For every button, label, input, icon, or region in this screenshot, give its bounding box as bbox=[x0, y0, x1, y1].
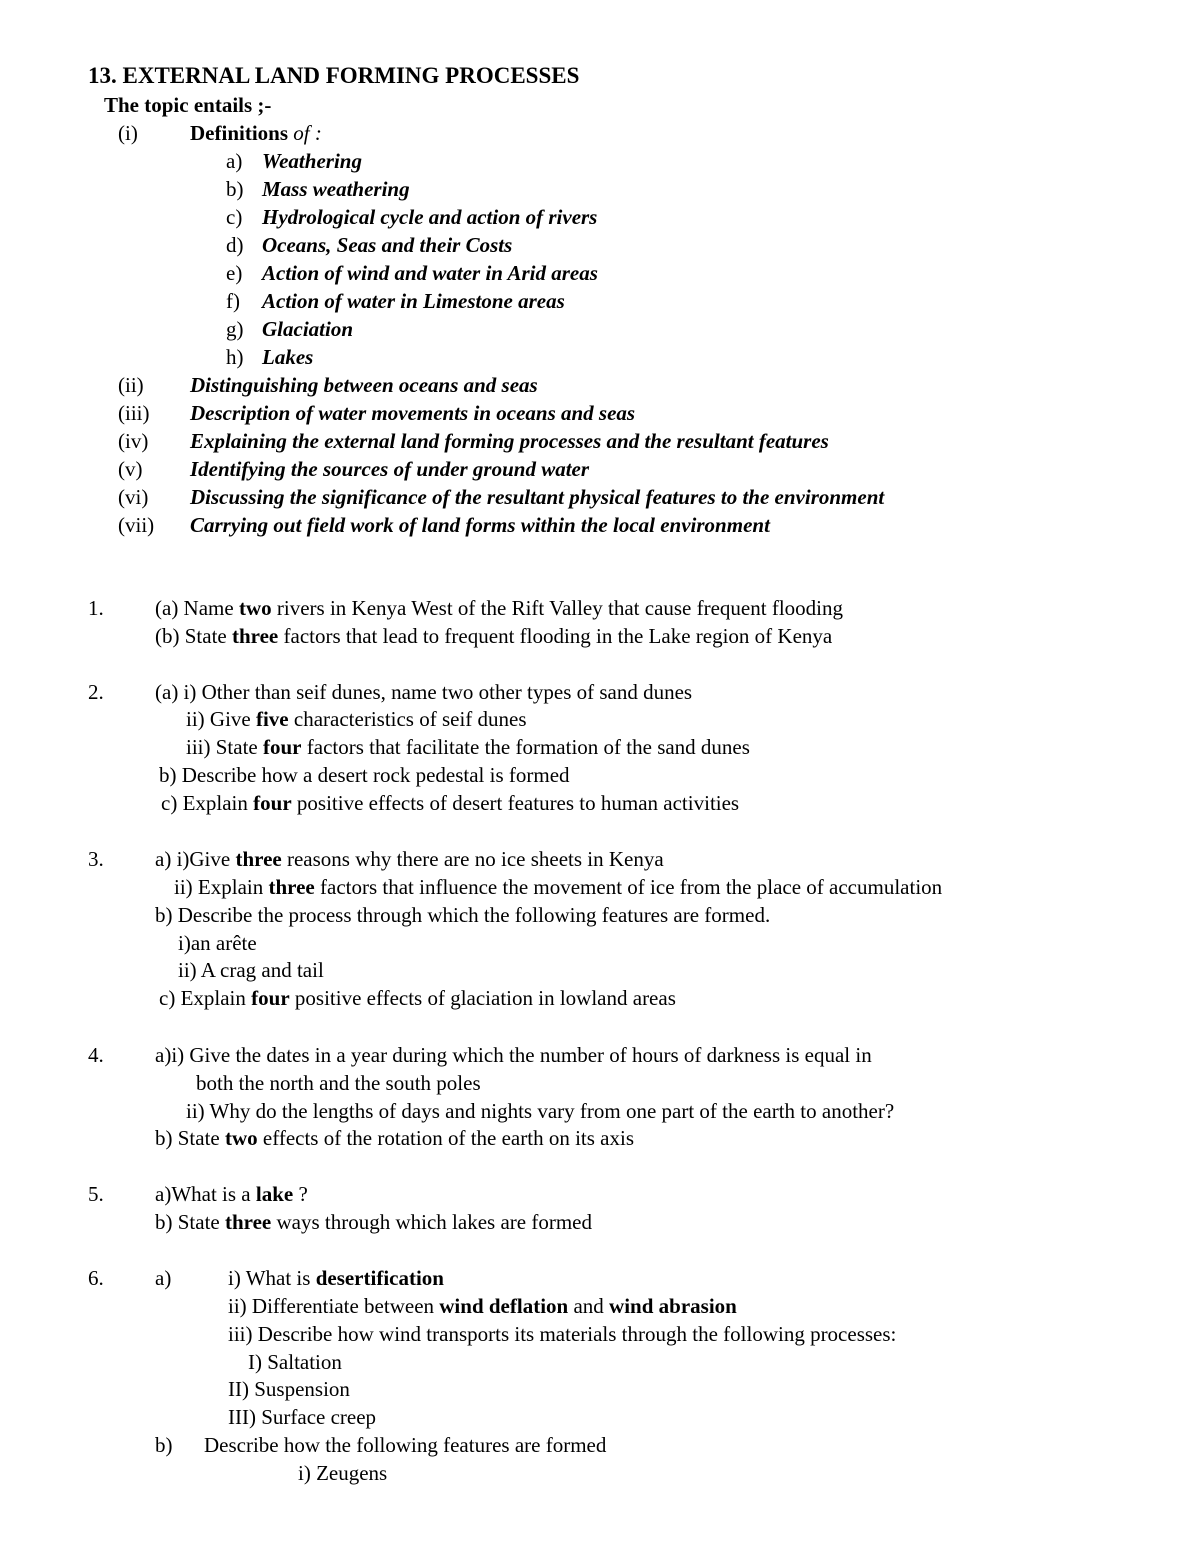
definition-letter: d) bbox=[226, 233, 244, 257]
process-item: III) Surface creep bbox=[228, 1405, 377, 1429]
question-part: (b) State three factors that lead to frequent flooding in the Lake region of Kenya bbox=[155, 624, 833, 648]
definition-item: Hydrological cycle and action of rivers bbox=[262, 205, 598, 229]
definition-letter: f) bbox=[226, 289, 240, 313]
question-number: 2. bbox=[88, 680, 104, 704]
question-part: ii) Give five characteristics of seif dunes bbox=[186, 707, 527, 731]
objective-num: (i) bbox=[118, 121, 138, 145]
part-label: a) bbox=[155, 1266, 172, 1290]
part-label: b) bbox=[155, 1433, 173, 1457]
objective-item: Identifying the sources of under ground water bbox=[190, 457, 590, 481]
question-part: b) Describe how a desert rock pedestal is formed bbox=[159, 763, 570, 787]
definition-item: Glaciation bbox=[262, 317, 354, 341]
definition-item: Lakes bbox=[262, 345, 314, 369]
question-number: 3. bbox=[88, 847, 104, 871]
question-part: i)an arête bbox=[178, 931, 257, 955]
objective-item: Description of water movements in oceans and seas bbox=[190, 401, 636, 425]
objective-num: (iii) bbox=[118, 401, 150, 425]
objective-item: Discussing the significance of the resultant physical features to the environment bbox=[190, 485, 885, 509]
definition-letter: g) bbox=[226, 317, 244, 341]
question-number: 1. bbox=[88, 596, 104, 620]
objective-num: (vi) bbox=[118, 485, 149, 509]
definition-letter: c) bbox=[226, 205, 243, 229]
definition-letter: h) bbox=[226, 345, 244, 369]
objective-num: (v) bbox=[118, 457, 143, 481]
question-part: a)i) Give the dates in a year during which the number of hours of darkness is equal in bbox=[155, 1043, 872, 1067]
question-part: c) Explain four positive effects of desert features to human activities bbox=[161, 791, 740, 815]
definitions-heading: Definitions of : bbox=[190, 121, 322, 145]
page-title: 13. EXTERNAL LAND FORMING PROCESSES bbox=[88, 63, 580, 88]
question-part: both the north and the south poles bbox=[196, 1071, 481, 1095]
question-part: iii) Describe how wind transports its materials through the following processes: bbox=[228, 1322, 897, 1346]
process-item: II) Suspension bbox=[228, 1377, 350, 1401]
objective-item: Explaining the external land forming processes and the resultant features bbox=[190, 429, 829, 453]
process-item: I) Saltation bbox=[248, 1350, 342, 1374]
question-part: i) What is desertification bbox=[228, 1266, 444, 1290]
definition-item: Mass weathering bbox=[262, 177, 410, 201]
question-part: iii) State four factors that facilitate the formation of the sand dunes bbox=[186, 735, 750, 759]
objective-item: Distinguishing between oceans and seas bbox=[190, 373, 538, 397]
question-part: b) State three ways through which lakes are formed bbox=[155, 1210, 592, 1234]
question-part: c) Explain four positive effects of glaciation in lowland areas bbox=[159, 986, 676, 1010]
definition-item: Weathering bbox=[262, 149, 362, 173]
definition-letter: e) bbox=[226, 261, 243, 285]
question-part: (a) i) Other than seif dunes, name two other types of sand dunes bbox=[155, 680, 693, 704]
question-part: ii) Why do the lengths of days and nights vary from one part of the earth to another? bbox=[186, 1099, 895, 1123]
question-part: b) Describe the process through which the following features are formed. bbox=[155, 903, 771, 927]
objective-num: (ii) bbox=[118, 373, 144, 397]
objective-num: (vii) bbox=[118, 513, 155, 537]
question-part: b) State two effects of the rotation of the earth on its axis bbox=[155, 1126, 634, 1150]
definition-item: Action of water in Limestone areas bbox=[262, 289, 565, 313]
question-part: a) i)Give three reasons why there are no ice sheets in Kenya bbox=[155, 847, 664, 871]
question-part: ii) Explain three factors that influence the movement of ice from the place of accumulation bbox=[174, 875, 943, 899]
question-part: ii) Differentiate between wind deflation and wind abrasion bbox=[228, 1294, 737, 1318]
question-number: 5. bbox=[88, 1182, 104, 1206]
question-part: Describe how the following features are formed bbox=[204, 1433, 607, 1457]
question-number: 4. bbox=[88, 1043, 104, 1067]
definition-letter: a) bbox=[226, 149, 243, 173]
question-number: 6. bbox=[88, 1266, 104, 1290]
question-part: i) Zeugens bbox=[298, 1461, 388, 1485]
definition-item: Action of wind and water in Arid areas bbox=[262, 261, 598, 285]
definition-item: Oceans, Seas and their Costs bbox=[262, 233, 513, 257]
intro-text: The topic entails ;- bbox=[104, 93, 272, 117]
question-part: (a) Name two rivers in Kenya West of the Rift Valley that cause frequent flooding bbox=[155, 596, 844, 620]
question-part: a)What is a lake ? bbox=[155, 1182, 308, 1206]
definition-letter: b) bbox=[226, 177, 244, 201]
question-part: ii) A crag and tail bbox=[178, 958, 324, 982]
objective-num: (iv) bbox=[118, 429, 149, 453]
objective-item: Carrying out field work of land forms within the local environment bbox=[190, 513, 770, 537]
